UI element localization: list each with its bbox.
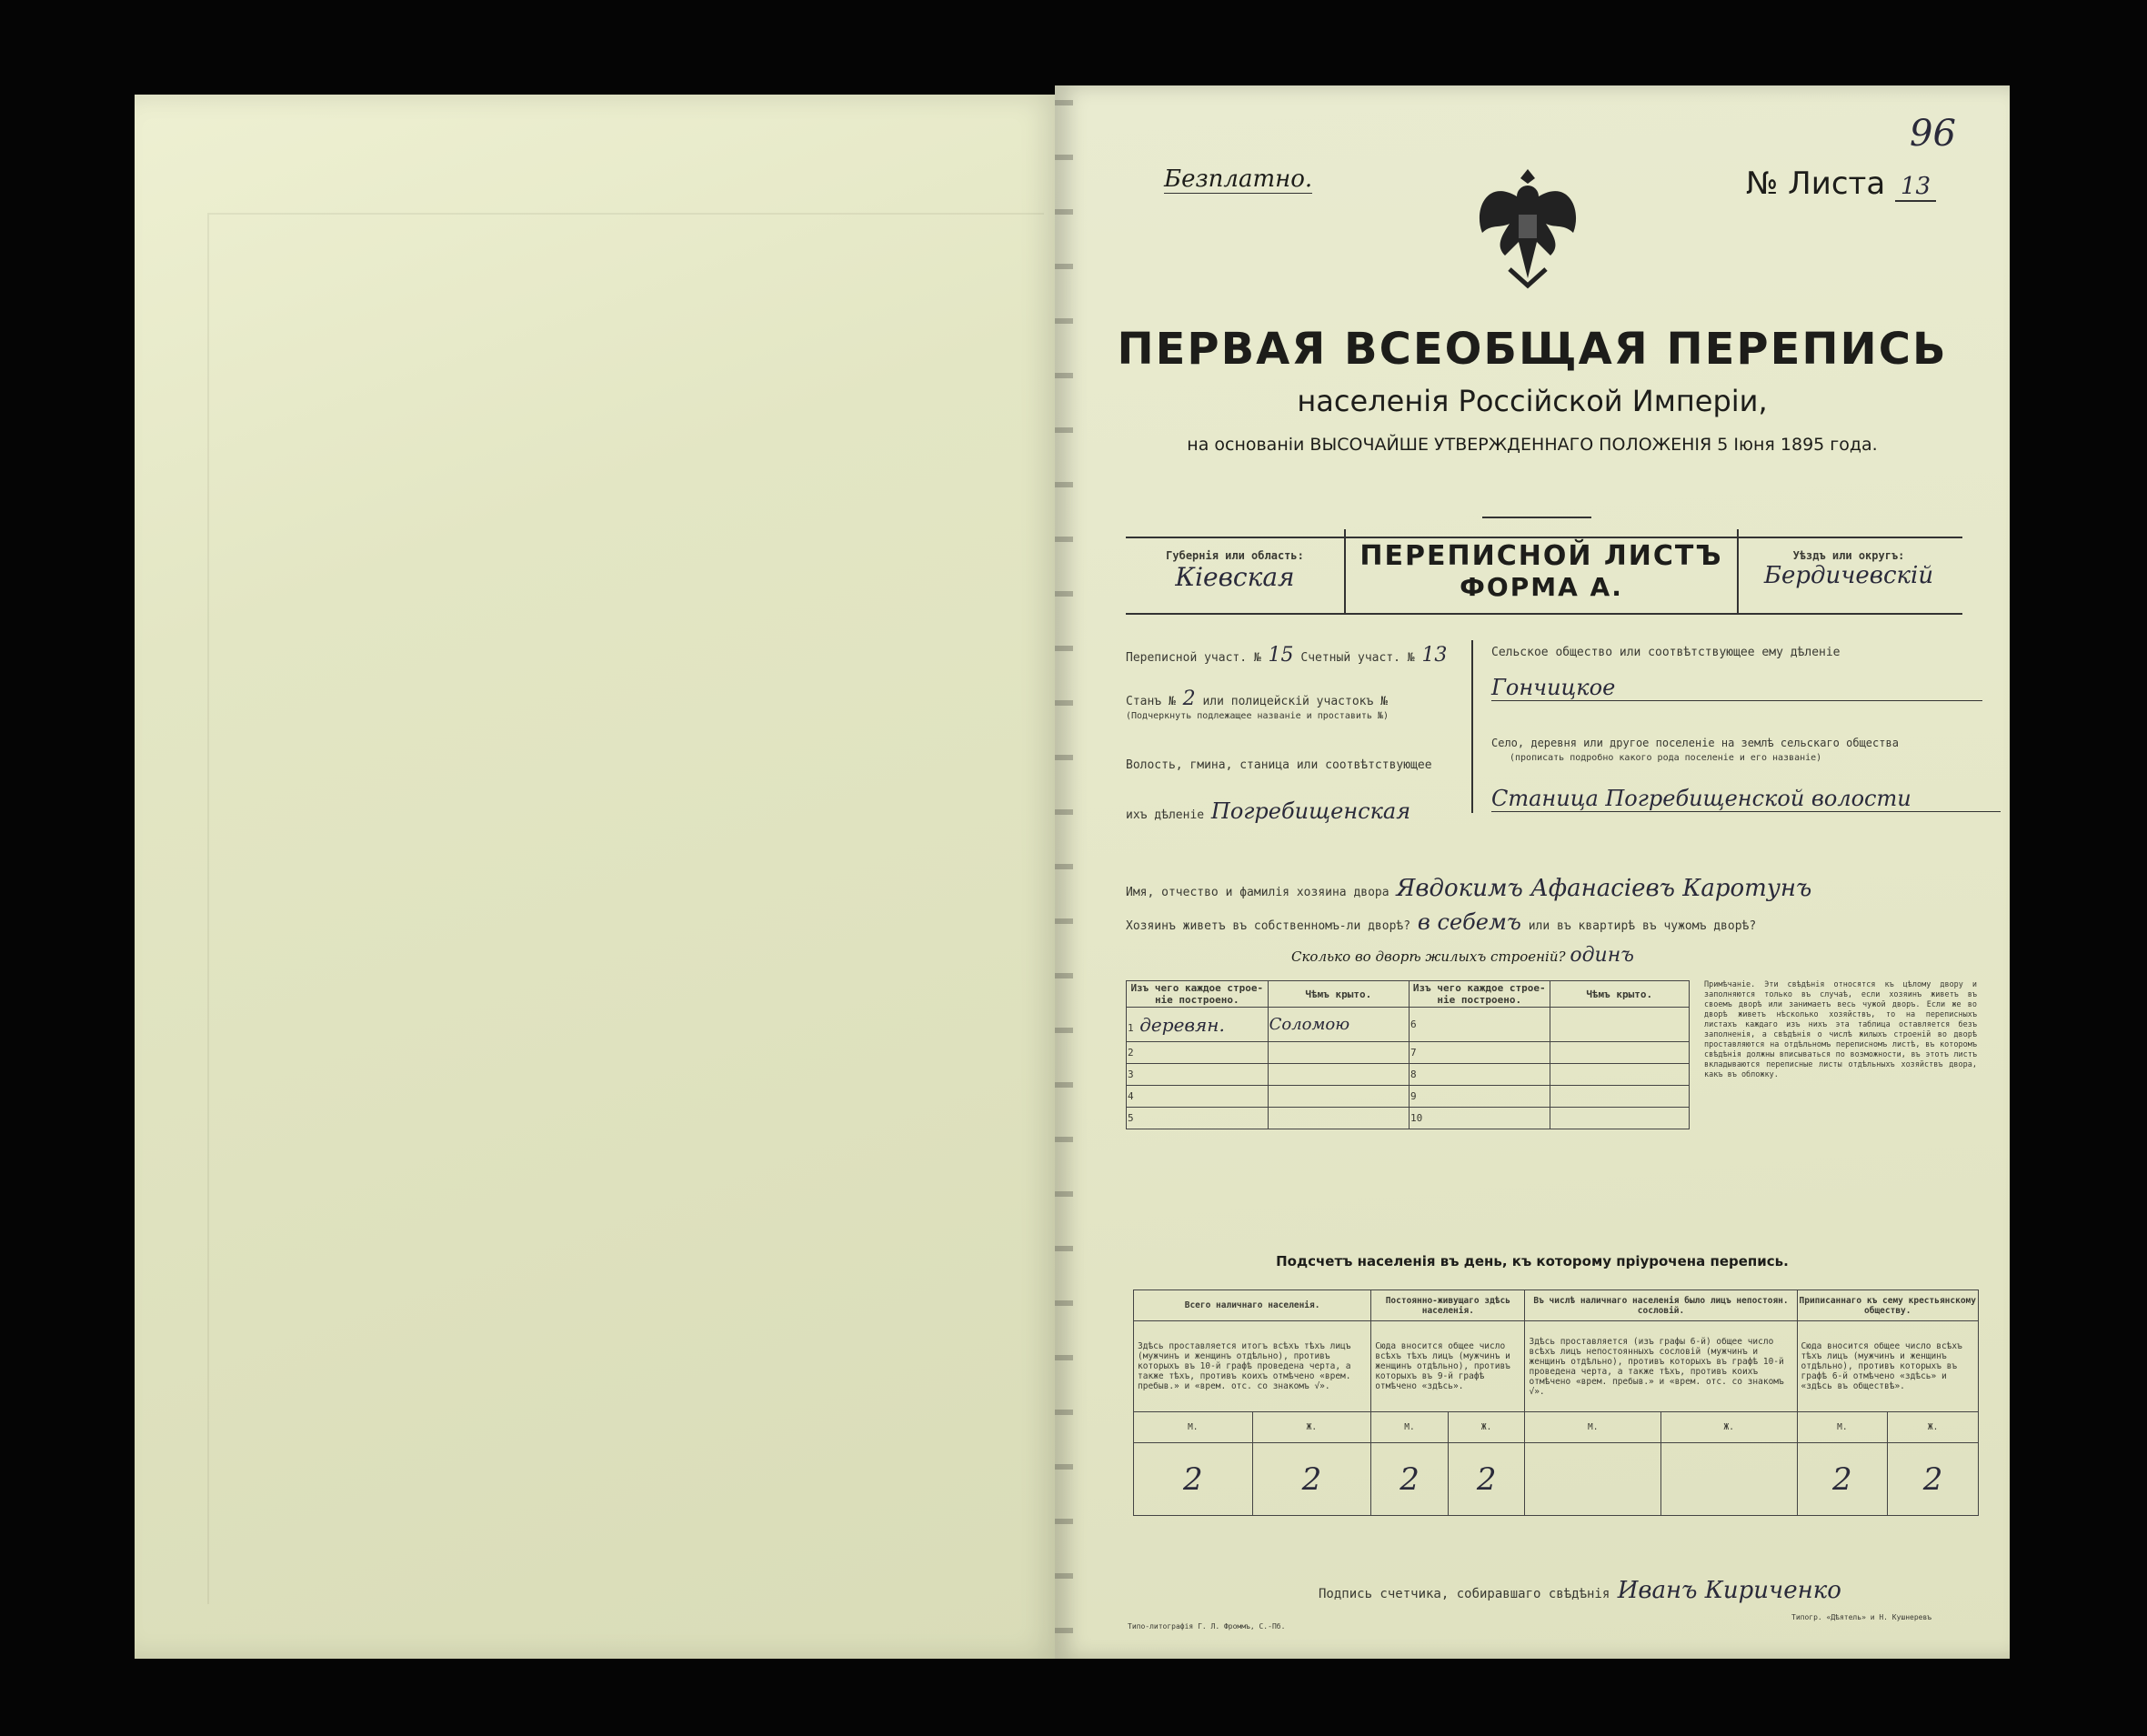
count-male-total: 2	[1134, 1443, 1253, 1516]
district-label: Уѣздъ или округъ:	[1792, 549, 1905, 562]
form-a-label: ФОРМА А.	[1460, 572, 1623, 602]
count-female-registered: 2	[1888, 1443, 1979, 1516]
count-female-resident: 2	[1448, 1443, 1525, 1516]
free-label: Безплатно.	[1164, 166, 1313, 193]
province-label: Губернія или область:	[1166, 549, 1304, 562]
village-label: Село, деревня или другое поселеніе на землѣ сельскаго общества	[1491, 737, 1899, 749]
census-district-value: 15	[1268, 644, 1294, 667]
census-district-field: Переписной участ. № 15 Счетный участ. № 13	[1126, 644, 1448, 667]
ornament-divider	[1482, 517, 1591, 518]
owner-value: Явдокимъ Афанасіевъ Каротунъ	[1396, 875, 1812, 902]
village-value: Станица Погребищенской волости	[1491, 786, 2001, 812]
count-female-total: 2	[1252, 1443, 1371, 1516]
count-female-nonperm	[1660, 1443, 1797, 1516]
binding-spine	[1055, 100, 1073, 1646]
buildings-note: Примѣчаніе. Эти свѣдѣнія относятся къ цѣлому двору и заполняются только въ случаѣ, если хозяинъ живетъ въ своемъ дворѣ или занимаетъ весь чужой дворъ. Если же во дворѣ живетъ нѣсколько хозяйствъ, то на переписныхъ листахъ каждаго изъ нихъ эта таблица оставляется безъ заполненія, а свѣдѣнія о числѣ жилыхъ строеній во дворѣ проставляются на отдѣльномъ переписномъ листѣ, въ которомъ свѣдѣнія должны вписываться по возможности, въ этотъ листъ вкладываются переписные листы отдѣльныхъ хозяйствъ двора, какъ въ обложку.	[1704, 980, 1977, 1080]
underline-note: (Подчеркнуть подлежащее названіе и проставить №)	[1126, 711, 1389, 721]
volost-field: ихъ дѣленіе Погребищенская	[1126, 798, 1411, 824]
signature-value: Иванъ Кириченко	[1617, 1577, 1841, 1604]
province-box	[1126, 538, 1344, 613]
column-divider	[1471, 640, 1473, 813]
signature-field: Подпись счетчика, собиравшаго свѣдѣнія Иванъ Кириченко	[1319, 1577, 1841, 1604]
form-head	[1126, 537, 1962, 615]
sheet-number-value: 13	[1895, 173, 1936, 202]
stan-value: 2	[1182, 687, 1196, 710]
printer-left: Типо-литографія Г. Л. Фроммъ, С.-Пб.	[1128, 1622, 1286, 1631]
table-row: 1 деревян.	[1127, 1008, 1269, 1042]
stan-field: Станъ № 2 или полицейскій участокъ №	[1126, 687, 1388, 710]
census-form-page	[1055, 85, 2010, 1659]
count-male-resident: 2	[1371, 1443, 1449, 1516]
lives-value: в себемъ	[1417, 909, 1521, 935]
village-note: (прописать подробно какого рода поселеніе и его названіе)	[1510, 753, 1822, 763]
volost-value: Погребищенская	[1210, 798, 1411, 824]
form-title: ПЕРВАЯ ВСЕОБЩАЯ ПЕРЕПИСЬ	[1117, 324, 1948, 375]
volost-label: Волость, гмина, станица или соотвѣтствующее	[1126, 758, 1432, 772]
sheet-number-label: № Листа	[1746, 166, 1886, 202]
census-sheet-title: ПЕРЕПИСНОЙ ЛИСТЪ	[1359, 540, 1723, 572]
count-male-nonperm	[1525, 1443, 1661, 1516]
count-male-registered: 2	[1797, 1443, 1888, 1516]
summary-table: Всего наличнаго населенія. Постоянно-живущаго здѣсь населенія. Въ числѣ наличнаго населенія было лицъ непостоян. сословій. Приписаннаго къ сему крестьянскому обществу. Здѣсь проставляется итогъ всѣхъ тѣхъ лицъ (мужчинъ и женщинъ отдѣльно), противъ которыхъ въ 10-й графѣ проведена черта, а также тѣхъ, противъ коихъ отмѣчено «врем. пребыв.» и «врем. отс. со знакомъ √». Сюда вносится общее число всѣхъ тѣхъ лицъ (мужчинъ и женщинъ отдѣльно), противъ которыхъ въ 9-й графѣ отмѣчено «здѣсь». Здѣсь проставляется (изъ графы 6-й) общее число всѣхъ лицъ непостоянныхъ сословій (мужчинъ и женщинъ отдѣльно), противъ которыхъ въ графѣ 10-й проведена черта, а также тѣхъ, противъ коихъ отмѣчено «врем. пребыв.» и «врем. отс. со знакомъ √». Сюда вносится общее число всѣхъ тѣхъ лицъ (мужчинъ и женщинъ отдѣльно), противъ которыхъ въ графѣ 6-й отмѣчено «здѣсь» и «здѣсь въ обществѣ». М. Ж. М. Ж. М. Ж. М. Ж. 2 2 2 2 2 2	[1133, 1289, 1979, 1516]
district-box	[1735, 538, 1962, 613]
form-title-box	[1344, 529, 1739, 613]
owner-field: Имя, отчество и фамилія хозяина двора Явдокимъ Афанасіевъ Каротунъ	[1126, 875, 1812, 902]
sheet-number	[1746, 166, 1936, 202]
eagle-icon	[1469, 160, 1587, 296]
lives-field: Хозяинъ живетъ въ собственномъ-ли дворѣ? в себемъ или въ квартирѣ въ чужомъ дворѣ?	[1126, 909, 1757, 935]
left-blank-page	[135, 95, 1062, 1659]
left-page-frame	[207, 213, 1044, 1604]
buildings-value: одинъ	[1570, 944, 1634, 967]
buildings-field: Сколько во дворѣ жилыхъ строеній? одинъ	[1291, 944, 1634, 967]
form-subtitle: населенія Россійской Имперіи,	[1297, 384, 1768, 418]
buildings-table: Изъ чего каждое строе- ніе построено. Чѣмъ крыто. Изъ чего каждое строе- ніе построено. Чѣмъ крыто. 1 деревян. Соломою 6 2 7 3 8 4 9 5 10	[1126, 980, 1690, 1129]
count-district-value: 13	[1421, 644, 1448, 667]
form-legal-basis: на основаніи ВЫСОЧАЙШЕ УТВЕРЖДЕННАГО ПОЛОЖЕНІЯ 5 Іюня 1895 года.	[1187, 435, 1878, 455]
summary-heading: Подсчетъ населенія въ день, къ которому пріурочена перепись.	[1276, 1253, 1789, 1269]
society-value: Гончицкое	[1491, 675, 1982, 701]
imperial-eagle-emblem	[1469, 160, 1587, 300]
district-value: Бердичевскій	[1763, 562, 1934, 589]
printer-right: Типогр. «Дѣятель» и Н. Кушнеревъ	[1791, 1613, 1932, 1621]
province-value: Кіевская	[1175, 562, 1295, 592]
society-label: Сельское общество или соотвѣтствующее ему дѣленіе	[1491, 646, 1841, 659]
archive-number: 96	[1910, 113, 1956, 155]
